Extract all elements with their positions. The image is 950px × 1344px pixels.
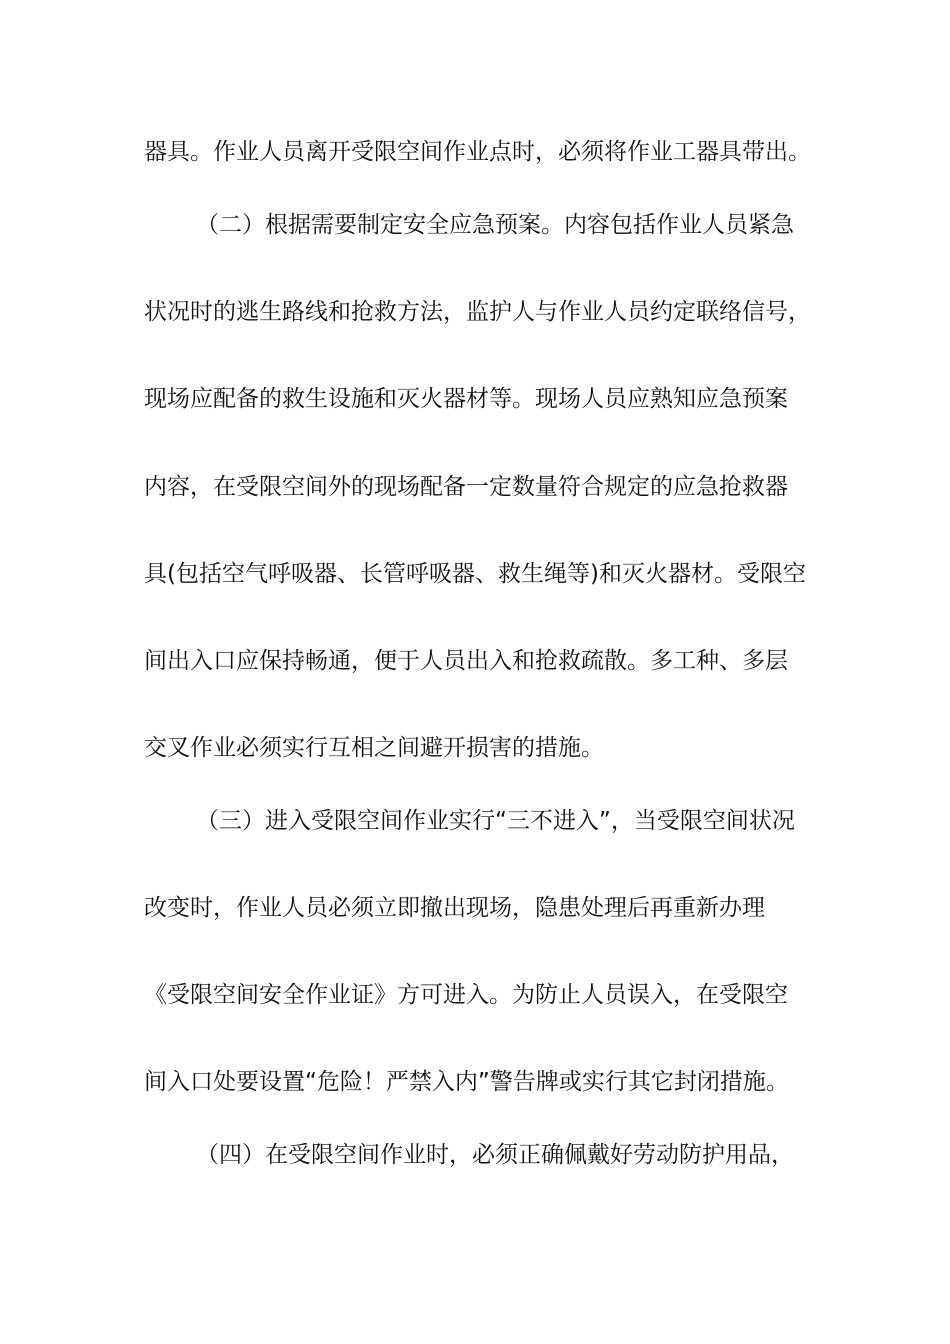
text-line: 具(包括空气呼吸器、长管呼吸器、救生绳等)和灭火器材。受限空: [144, 561, 806, 587]
text-line: 交叉作业必须实行互相之间避开损害的措施。: [144, 735, 604, 761]
text-line: 改变时，作业人员必须立即撤出现场，隐患处理后再重新办理: [144, 895, 765, 921]
text-line: 状况时的逃生路线和抢救方法，监护人与作业人员约定联络信号，: [144, 299, 811, 325]
text-line: 内容，在受限空间外的现场配备一定数量符合规定的应急抢救器: [144, 474, 788, 500]
text-line: 间出入口应保持畅通，便于人员出入和抢救疏散。多工种、多层: [144, 648, 788, 674]
text-line: 《受限空间安全作业证》方可进入。为防止人员误入，在受限空: [144, 982, 788, 1008]
text-line: 器具。作业人员离开受限空间作业点时，必须将作业工器具带出。: [144, 139, 811, 165]
text-line: 现场应配备的救生设施和灭火器材等。现场人员应熟知应急预案: [144, 386, 788, 412]
text-line: 间入口处要设置“危险！严禁入内”警告牌或实行其它封闭措施。: [144, 1069, 789, 1095]
paragraph-start-line: （三）进入受限空间作业实行“三不进入”，当受限空间状况: [196, 808, 795, 834]
paragraph-start-line: （四）在受限空间作业时，必须正确佩戴好劳动防护用品，: [196, 1142, 794, 1168]
paragraph-start-line: （二）根据需要制定安全应急预案。内容包括作业人员紧急: [196, 212, 794, 238]
